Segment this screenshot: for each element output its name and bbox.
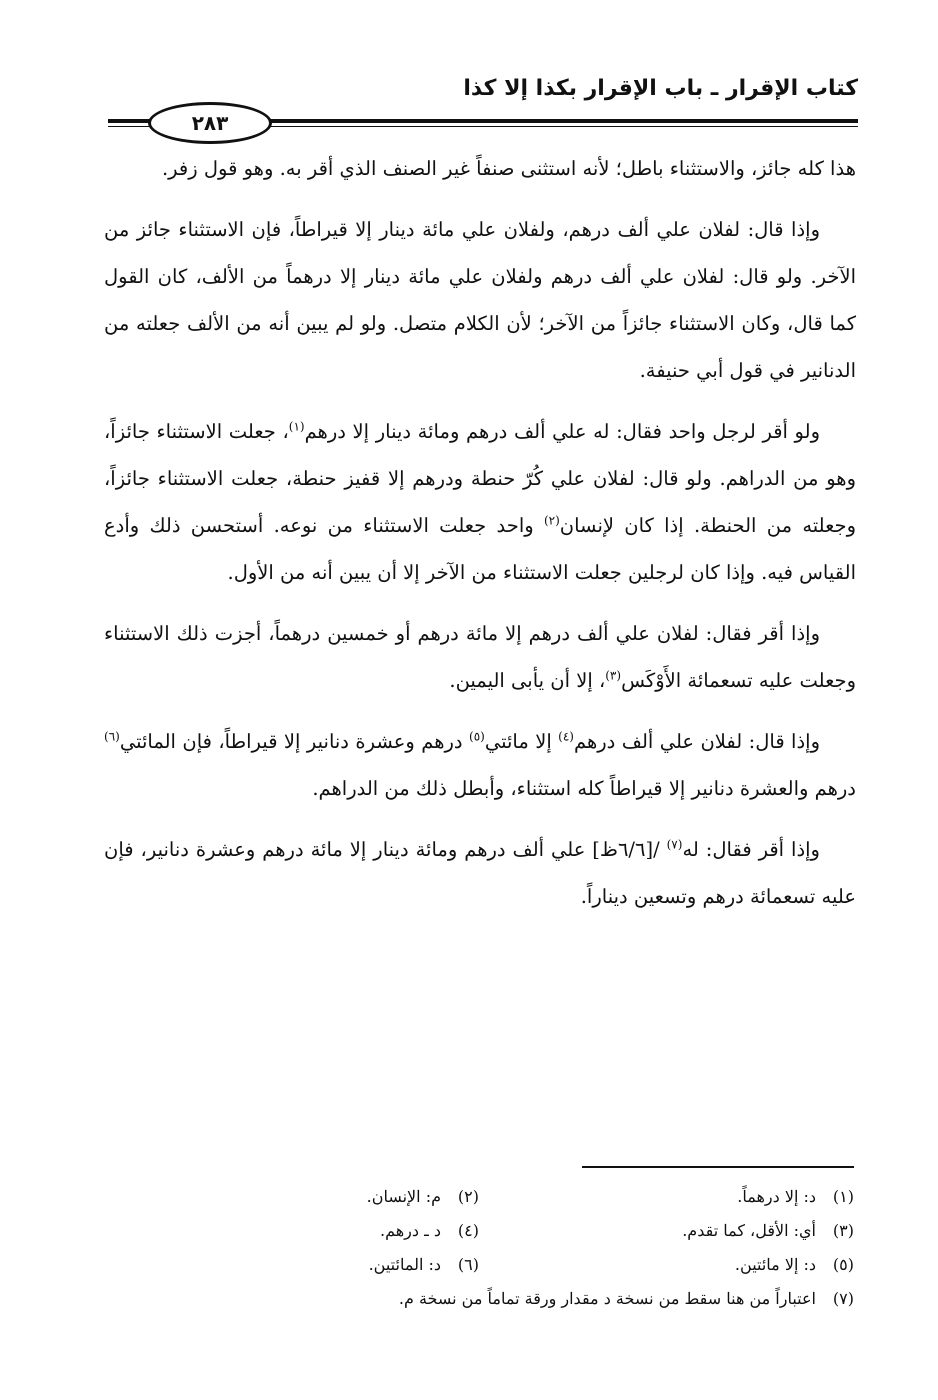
paragraph [104, 408, 856, 596]
paragraph-text: وإذا أقر فقال: له [682, 838, 820, 861]
footnote-3 [479, 1214, 854, 1248]
footnote-text: د: إلا درهماً. [737, 1187, 816, 1206]
paragraph-text: ، جعلت الاستثناء جائزاً، وهو من الدراهم. ولو قال: لفلان علي كُرّ حنطة ودرهم إلا قفيز حنطة، جعلت الاستثناء جائزاً، وجعلته من الحنطة. إذا كان لإنسان [104, 420, 856, 537]
paragraph-text: ولو أقر لرجل واحد فقال: له علي ألف درهم ومائة دينار إلا درهم [304, 420, 820, 443]
footnote-separator [582, 1166, 854, 1168]
footnote-number: (٣) [832, 1221, 854, 1240]
footnote-marker: (٢) [543, 513, 560, 528]
paragraph-text: وإذا قال: لفلان علي ألف درهم [573, 730, 820, 753]
paragraph-text: درهم وعشرة دنانير إلا قيراطاً، فإن المائتي [119, 730, 470, 753]
footnote-5 [479, 1248, 854, 1282]
paragraph [104, 206, 856, 394]
paragraph-text: /[٦/٦ظ] علي ألف درهم ومائة دينار إلا مائة درهم وعشرة دنانير، فإن عليه تسعمائة درهم وتسعين ديناراً. [104, 838, 856, 908]
page-number-oval [148, 102, 272, 144]
footnote-number: (٤) [457, 1221, 479, 1240]
footnote-row [104, 1214, 854, 1248]
footnote-marker: (٥) [469, 729, 485, 744]
footnote-number: (١) [832, 1187, 854, 1206]
footnote-7 [104, 1282, 854, 1316]
page-header [108, 68, 858, 135]
footnote-1 [479, 1180, 854, 1214]
running-title: كتاب الإقرار ـ باب الإقرار بكذا إلا كذا [463, 76, 858, 101]
paragraph [104, 610, 856, 704]
footnote-marker: (١) [288, 419, 305, 434]
footnote-marker: (٦) [104, 729, 120, 744]
footnote-text: د: المائتين. [368, 1255, 441, 1274]
footnote-2 [104, 1180, 479, 1214]
footnote-4 [104, 1214, 479, 1248]
paragraph-text: ، إلا أن يأبى اليمين. [449, 669, 606, 692]
footnote-row [104, 1180, 854, 1214]
paragraph-text: واحد جعلت الاستثناء من نوعه. أستحسن ذلك وأدع القياس فيه. وإذا كان لرجلين جعلت الاستثناء من الآخر إلا أن يبين أنه من الأول. [104, 514, 856, 584]
footnotes [104, 1180, 854, 1316]
footnote-row [104, 1248, 854, 1282]
paragraph-text: وإذا قال: لفلان علي ألف درهم، ولفلان علي مائة دينار إلا قيراطاً، فإن الاستثناء جائز من الآخر. ولو قال: لفلان علي ألف درهم ولفلان علي مائة دينار إلا درهماً من الألف، كان القول كما قال، وكان الاستثناء جائزاً من الآخر؛ لأن الكلام متصل. ولو لم يبين أنه من الألف جعلته من الدنانير في قول أبي حنيفة. [104, 218, 856, 382]
paragraph-text: درهم والعشرة دنانير إلا قيراطاً كله استثناء، وأبطل ذلك من الدراهم. [312, 777, 856, 800]
footnote-marker: (٧) [666, 837, 683, 852]
footnote-number: (٧) [832, 1289, 854, 1308]
footnote-row [104, 1282, 854, 1316]
footnote-6 [104, 1248, 479, 1282]
footnote-marker: (٣) [605, 668, 622, 683]
footnote-marker: (٤) [558, 729, 574, 744]
paragraph [104, 145, 856, 192]
footnote-text: د ـ درهم. [379, 1221, 441, 1240]
footnote-text: اعتباراً من هنا سقط من نسخة د مقدار ورقة تماماً من نسخة م. [398, 1289, 816, 1308]
footnote-text: أي: الأقل، كما تقدم. [682, 1221, 816, 1240]
main-text [104, 145, 856, 934]
footnote-text: م: الإنسان. [366, 1187, 441, 1206]
paragraph-text: هذا كله جائز، والاستثناء باطل؛ لأنه استثنى صنفاً غير الصنف الذي أقر به. وهو قول زفر. [161, 157, 856, 180]
page-number: ٢٨٣ [191, 111, 229, 135]
footnote-text: د: إلا مائتين. [734, 1255, 816, 1274]
footnote-number: (٢) [457, 1187, 479, 1206]
paragraph-text: وإذا أقر فقال: لفلان علي ألف درهم إلا مائة درهم أو خمسين درهماً، أجزت ذلك الاستثناء وجعلت عليه تسعمائة الأَوْكَس [104, 622, 856, 692]
footnote-number: (٦) [457, 1255, 479, 1274]
paragraph [104, 826, 856, 920]
footnote-number: (٥) [832, 1255, 854, 1274]
paragraph-text: إلا مائتي [484, 730, 559, 753]
paragraph [104, 718, 856, 812]
